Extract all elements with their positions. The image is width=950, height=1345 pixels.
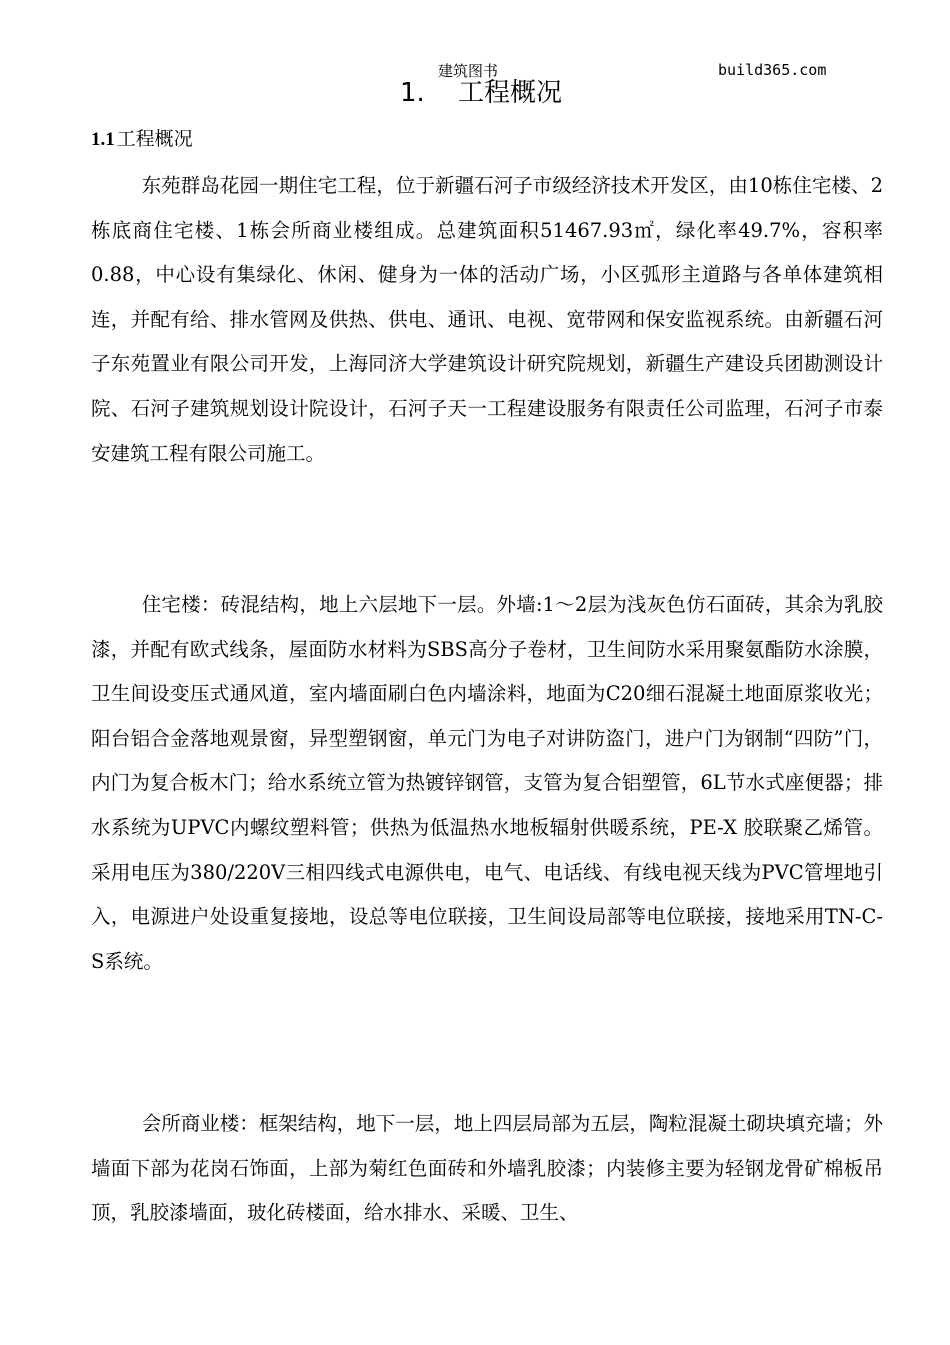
paragraph-clubhouse: 会所商业楼：框架结构，地下一层，地上四层局部为五层，陶粒混凝土砌块填充墙；外墙面下部为花岗石饰面，上部为菊红色面砖和外墙乳胶漆；内装修主要为轻钢龙骨矿棉板吊顶，乳胶漆墙面，玻化砖楼面，给水排水、采暖、卫生、: [91, 1112, 883, 1225]
paragraph-residential: 住宅楼：砖混结构，地上六层地下一层。外墙:1～2层为浅灰色仿石面砖，其余为乳胶漆，并配有欧式线条，屋面防水材料为SBS高分子卷材，卫生间防水采用聚氨酯防水涂膜，卫生间设变压式通风道，室内墙面刷白色内墙涂料，地面为C20细石混凝土地面原浆收光；阳台铝合金落地观景窗，异型塑钢窗，单元门为电子对讲防盗门，进户门为钢制“四防”门，内门为复合板木门；给水系统立管为热镀锌钢管，支管为复合铝塑管，6L节水式座便器；排水系统为UPVC内螺纹塑料管；供热为低温热水地板辐射供暖系统，PE-X 胶联聚乙烯管。采用电压为380/220V三相四线式电源供电，电气、电话线、有线电视天线为PVC管埋地引入，电源进户处设重复接地，设总等电位联接，卫生间设局部等电位联接，接地采用TN-C-S系统。: [91, 593, 883, 973]
section-heading: [91, 124, 193, 151]
document-title: [400, 72, 562, 109]
watermark-right-url: build365.com: [718, 61, 827, 79]
section-number: 1.1: [91, 129, 115, 150]
section-heading-text: 工程概况: [116, 128, 193, 150]
watermark-left-text: 建筑图书: [438, 62, 499, 80]
title-text: 工程概况: [458, 78, 563, 108]
title-number: 1.: [400, 78, 425, 108]
paragraph-overview: 东苑群岛花园一期住宅工程，位于新疆石河子市级经济技术开发区，由10栋住宅楼、2栋底商住宅楼、1栋会所商业楼组成。总建筑面积51467.93㎡，绿化率49.7%，容积率0.88，中心设有集绿化、休闲、健身为一体的活动广场，小区弧形主道路与各单体建筑相连，并配有给、排水管网及供热、供电、通讯、电视、宽带网和保安监视系统。由新疆石河子东苑置业有限公司开发，上海同济大学建筑设计研究院规划，新疆生产建设兵团勘测设计院、石河子建筑规划设计院设计，石河子天一工程建设服务有限责任公司监理，石河子市泰安建筑工程有限公司施工。: [91, 174, 883, 465]
